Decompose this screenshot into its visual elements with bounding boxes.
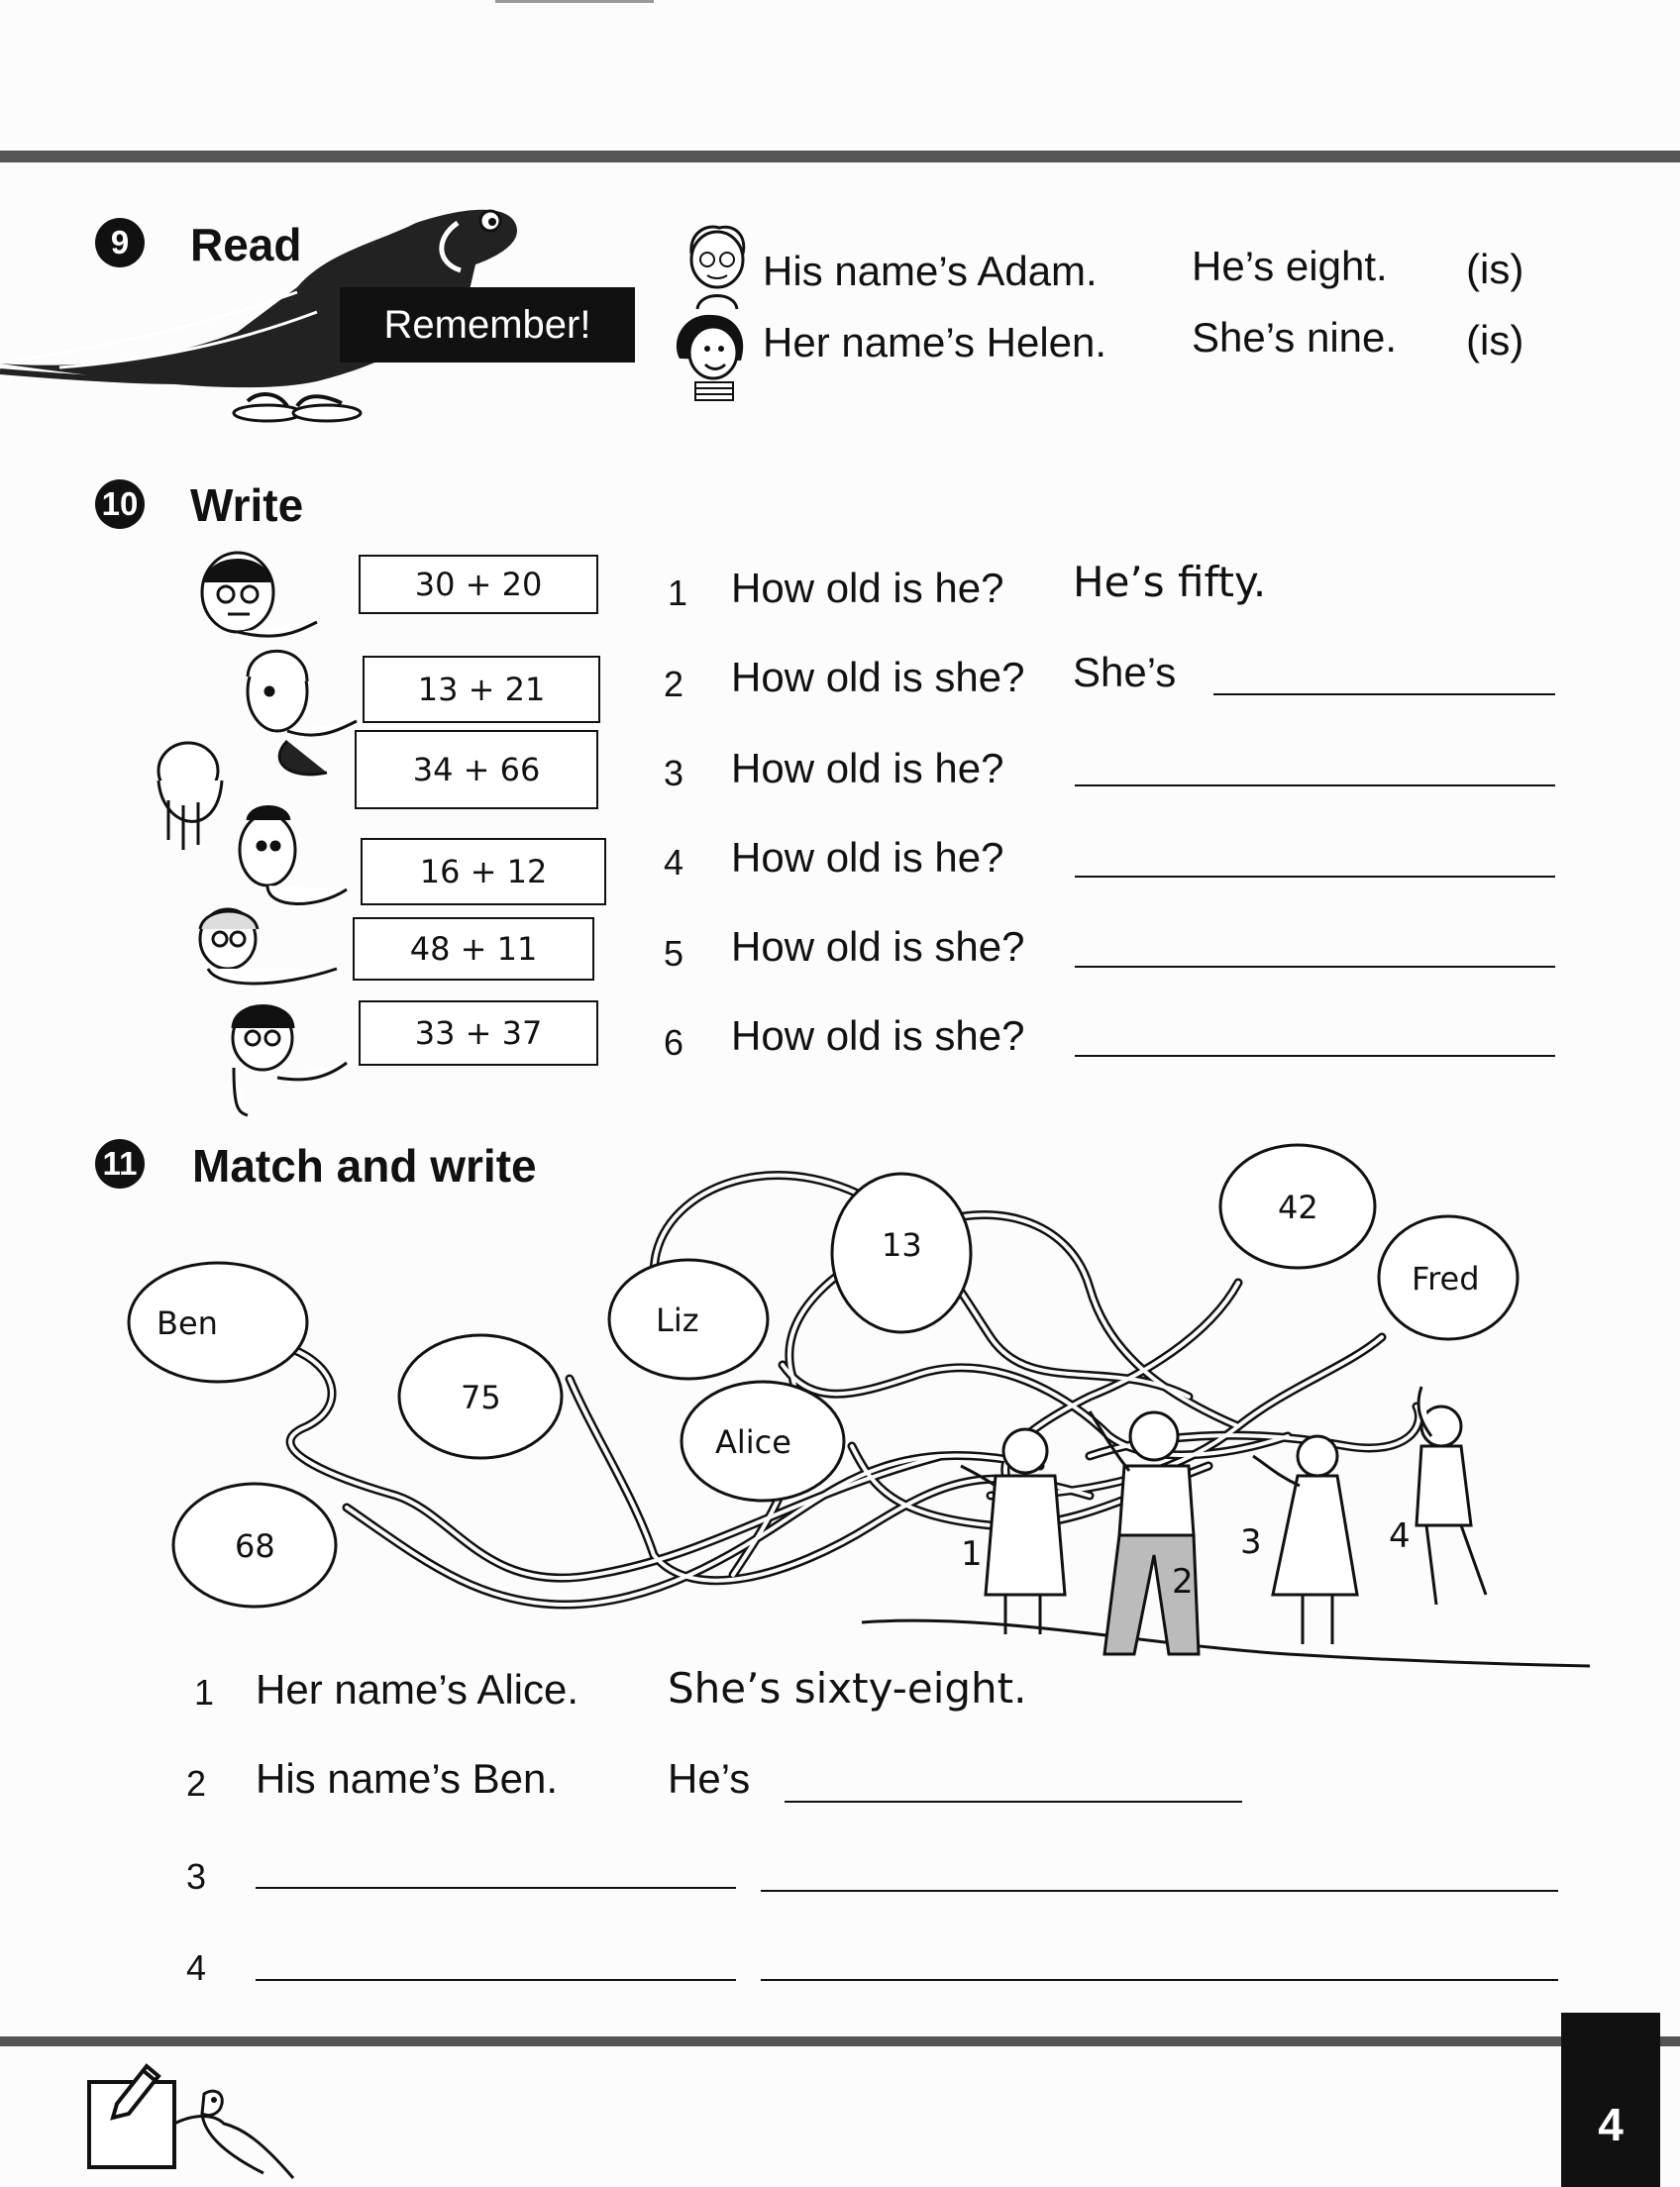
sum-card-6: 33 + 37 [359,1000,598,1066]
ex10-q2-question: How old is she? [731,654,1025,700]
ex10-q1-answer: He’s fifty. [1073,558,1267,606]
remember-label: Remember! [340,287,635,363]
ex10-q6-number: 6 [664,1022,684,1063]
ex10-q3-question: How old is he? [731,745,1004,791]
balloon-maze-illustration [99,1139,1605,1694]
exercise-11-number-text: 11 [102,1145,138,1182]
balloon-ben-icon [129,1263,307,1382]
exercise-10-number [95,479,145,529]
ex10-q2-number: 2 [664,664,684,704]
ex9-row2-name: Her name’s Helen. [763,319,1107,365]
ex10-q5-question: How old is she? [731,923,1025,970]
balloon-label-75: 75 [461,1379,501,1416]
top-rule [0,151,1680,162]
sum-card-1: 30 + 20 [359,555,598,614]
ex11-s1-number: 1 [194,1672,215,1713]
ex9-row2-note: (is) [1466,317,1524,364]
ex11-s2-number: 2 [186,1763,207,1804]
ex11-s4-name-line[interactable] [256,1979,736,1981]
top-scan-mark [495,0,654,3]
ex11-s3-name-line[interactable] [256,1887,736,1889]
exercise-9-number-text: 9 [110,224,130,260]
balloon-label-42: 42 [1278,1189,1318,1226]
bottom-rule [0,2036,1680,2046]
parrot-icon [164,2084,299,2183]
helen-face-icon [666,309,755,404]
page-number-tab [1561,2013,1660,2187]
ex10-q5-number: 5 [664,933,684,974]
balloon-label-ben: Ben [157,1304,218,1342]
sum-card-2: 13 + 21 [363,656,600,723]
ex10-q2-answer-prefix: She’s [1073,649,1177,695]
sum-card-4: 16 + 12 [361,838,606,905]
ex10-q1-question: How old is he? [731,565,1004,611]
ex10-q4-number: 4 [664,842,684,883]
person-number-4: 4 [1389,1516,1411,1556]
person-number-3: 3 [1240,1522,1262,1562]
exercise-10-number-text: 10 [101,485,139,522]
ex11-s1-name: Her name’s Alice. [256,1666,579,1713]
people-with-sum-cards-illustration [139,543,376,1117]
balloon-label-liz: Liz [656,1302,699,1339]
ex10-q2-answer-line[interactable] [1213,693,1555,695]
exercise-9-number [95,218,145,267]
ex11-s4-age-line[interactable] [761,1979,1558,1981]
sum-card-5: 48 + 11 [353,917,594,981]
balloon-label-68: 68 [235,1527,275,1565]
ex11-s2-answer-line[interactable] [785,1801,1242,1803]
page-number: 4 [1598,2099,1624,2150]
ex11-s2-age-prefix: He’s [668,1755,751,1802]
ex10-q6-question: How old is she? [731,1012,1025,1059]
balloon-label-13: 13 [882,1226,922,1264]
ex11-s1-age: She’s sixty-eight. [668,1664,1027,1713]
person-number-1: 1 [961,1534,983,1574]
ex10-q4-question: How old is he? [731,834,1004,881]
ex9-row1-name: His name’s Adam. [763,248,1098,294]
ex10-q1-number: 1 [668,573,688,613]
exercise-9-title: Read [190,219,302,270]
ex11-s4-number: 4 [186,1947,207,1988]
ex10-q3-answer-line[interactable] [1075,784,1555,786]
ex9-row1-note: (is) [1466,246,1524,292]
exercise-11-title: Match and write [192,1140,537,1192]
ex11-s3-number: 3 [186,1856,207,1897]
ex11-s3-age-line[interactable] [761,1890,1558,1892]
ex9-row2-age: She’s nine. [1192,314,1398,361]
balloon-label-alice: Alice [715,1423,791,1461]
ex10-q5-answer-line[interactable] [1075,966,1555,968]
person-number-2: 2 [1172,1562,1194,1602]
sum-card-3: 34 + 66 [355,730,598,809]
ex9-row1-age: He’s eight. [1192,243,1388,289]
adam-face-icon [678,222,757,311]
exercise-10-title: Write [190,479,304,531]
ex10-q6-answer-line[interactable] [1075,1055,1555,1057]
ex10-q4-answer-line[interactable] [1075,876,1555,878]
ex11-s2-name: His name’s Ben. [256,1755,559,1802]
ex10-q3-number: 3 [664,753,684,793]
balloon-label-fred: Fred [1412,1260,1480,1298]
